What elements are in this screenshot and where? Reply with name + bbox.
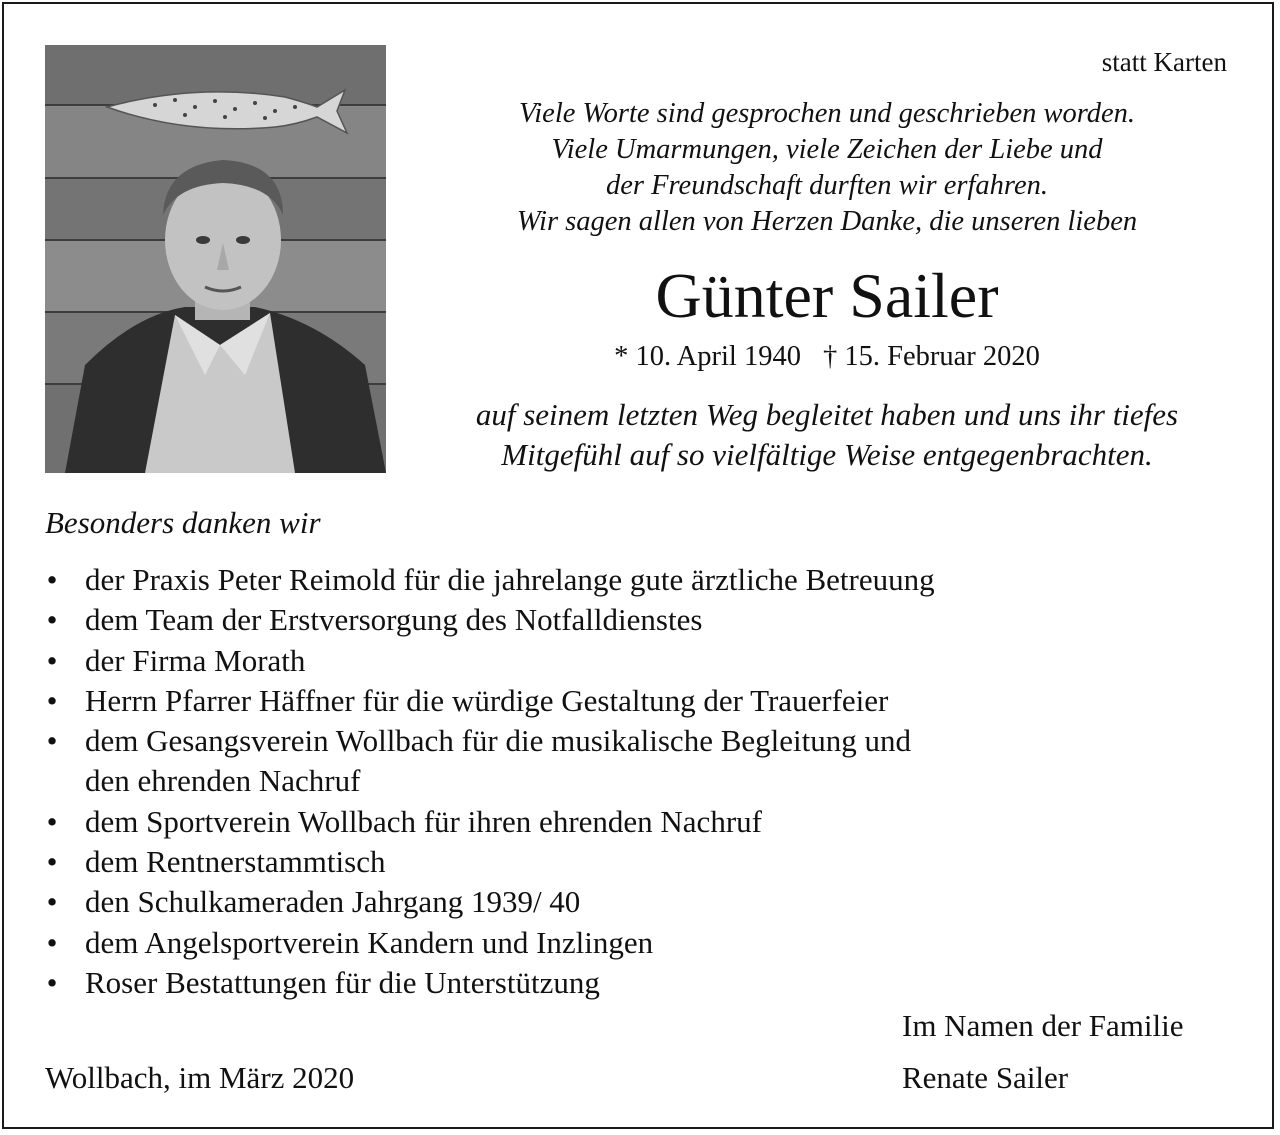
- thanks-item: [45, 721, 1165, 761]
- deceased-name: Günter Sailer: [655, 260, 999, 331]
- place-date: Wollbach, im März 2020: [45, 1060, 355, 1095]
- life-dates: [430, 339, 1224, 375]
- statt-karten-label: statt Karten: [1101, 47, 1227, 77]
- intro-line: der Freundschaft durften wir erfahren.: [606, 170, 1048, 201]
- signer-name: Renate Sailer: [902, 1060, 1069, 1095]
- closing-line: auf seinem letzten Weg begleitet haben und uns ihr tiefes: [475, 397, 1179, 432]
- bullet-icon: •: [46, 884, 58, 920]
- thanks-item: [45, 600, 1165, 640]
- thanks-item: [45, 560, 1165, 600]
- bullet-icon: •: [46, 682, 58, 718]
- on-behalf-line: Im Namen der Familie: [902, 1008, 1184, 1043]
- portrait-photo: [45, 45, 386, 473]
- thanks-item-text: dem Rentnerstammtisch: [85, 844, 386, 880]
- thanks-item-text: Herrn Pfarrer Häffner für die würdige Gestaltung der Trauerfeier: [85, 682, 889, 718]
- bullet-icon: •: [46, 602, 58, 638]
- thanks-item-text: der Praxis Peter Reimold für die jahrelange gute ärztliche Betreuung: [85, 562, 935, 597]
- closing-line: Mitgefühl auf so vielfältige Weise entgegenbrachten.: [501, 437, 1153, 472]
- thanks-list: [45, 560, 1165, 1003]
- thanks-item: [45, 882, 1165, 922]
- thanks-heading: Besonders danken wir: [45, 505, 321, 540]
- thanks-item: [45, 963, 1165, 1003]
- intro-line: Wir sagen allen von Herzen Danke, die unseren lieben: [516, 206, 1138, 237]
- bullet-icon: •: [46, 803, 58, 839]
- closing-verse: [420, 395, 1234, 475]
- thanks-item-text: dem Team der Erstversorgung des Notfalldienstes: [85, 602, 703, 638]
- bullet-icon: •: [46, 964, 58, 1000]
- thanks-item-continuation: [45, 761, 1165, 801]
- thanks-item-text: Roser Bestattungen für die Unterstützung: [85, 964, 600, 1000]
- thanks-item-text: den Schulkameraden Jahrgang 1939/ 40: [85, 884, 581, 920]
- thanks-item: [45, 923, 1165, 963]
- bullet-icon: •: [46, 562, 58, 597]
- thanks-item-text: dem Angelsportverein Kandern und Inzlingen: [85, 924, 654, 960]
- portrait-image: [45, 45, 386, 473]
- thanks-item: [45, 681, 1165, 721]
- thanks-item-text: dem Gesangsverein Wollbach für die musikalische Begleitung und: [85, 723, 911, 759]
- intro-verse: [430, 96, 1224, 240]
- thanks-item-text: der Firma Morath: [85, 642, 306, 678]
- thanks-item-text: dem Sportverein Wollbach für ihren ehrenden Nachruf: [85, 803, 762, 839]
- intro-line: Viele Worte sind gesprochen und geschrieben worden.: [518, 98, 1136, 129]
- thanks-item-text: den ehrenden Nachruf: [85, 763, 361, 799]
- birth-date: * 10. April 1940: [614, 341, 801, 372]
- intro-line: Viele Umarmungen, viele Zeichen der Liebe und: [551, 134, 1103, 165]
- bullet-icon: •: [46, 844, 58, 880]
- bullet-icon: •: [46, 642, 58, 678]
- death-date: † 15. Februar 2020: [822, 341, 1040, 372]
- bullet-icon: •: [46, 924, 58, 960]
- bullet-icon: •: [46, 723, 58, 759]
- thanks-item: [45, 802, 1165, 842]
- thanks-item: [45, 842, 1165, 882]
- thanks-item: [45, 641, 1165, 681]
